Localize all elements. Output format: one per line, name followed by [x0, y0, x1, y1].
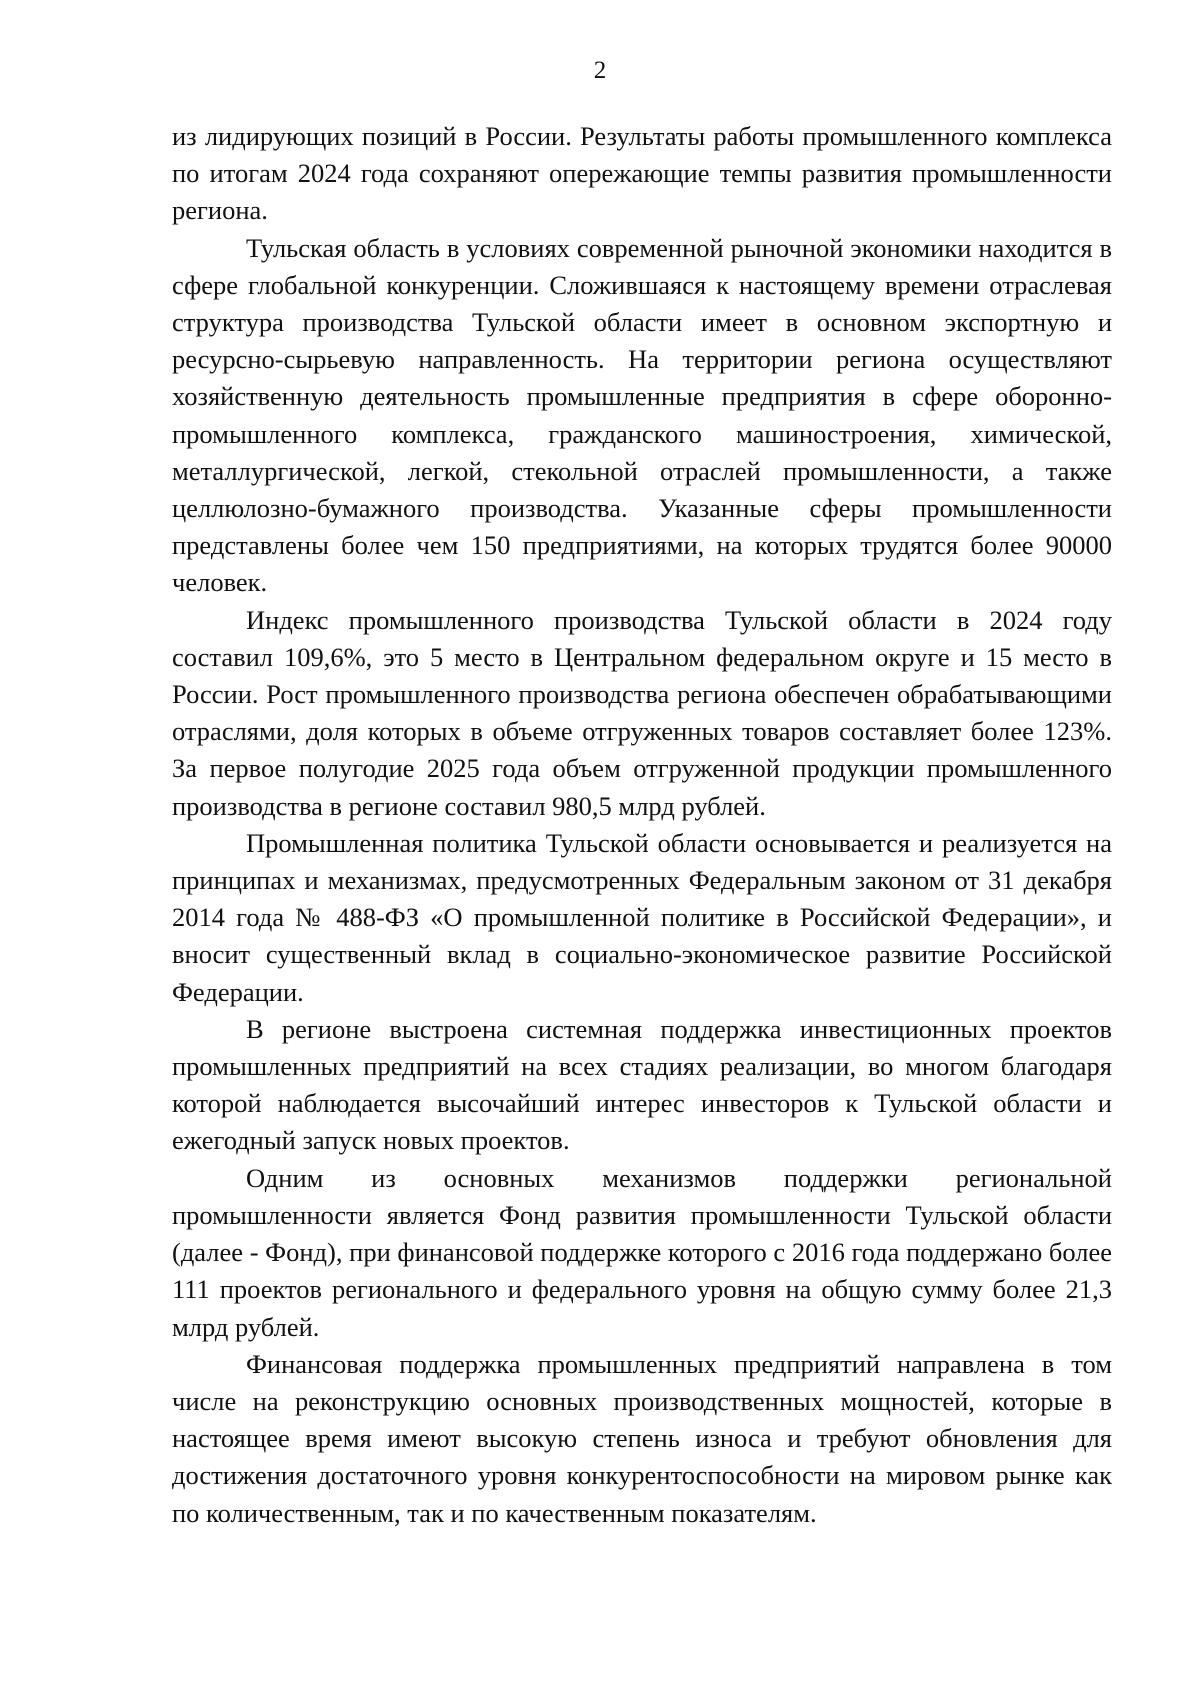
paragraph-investment-support: В регионе выстроена системная поддержка инвестиционных проектов промышленных предприятий на всех стадиях реализации, во многом благодаря которой наблюдается высочайший интерес инвесторов к Тульской области и ежегодный запуск новых проектов.	[172, 1013, 1112, 1156]
document-body	[172, 118, 1112, 1532]
paragraph-development-fund: Одним из основных механизмов поддержки региональной промышленности является Фонд развития промышленности Тульской области (далее - Фонд), при финансовой поддержке которого с 2016 года поддержано более 111 проектов регионального и федерального уровня на общую сумму более 21,3 млрд рублей.	[172, 1162, 1112, 1342]
page-number: 2	[593, 57, 607, 84]
paragraph-continuation: из лидирующих позиций в России. Результаты работы промышленного комплекса по итогам 2024 года сохраняют опережающие темпы развития промышленности региона.	[172, 121, 1112, 226]
paragraph-financial-support: Финансовая поддержка промышленных предприятий направлена в том числе на реконструкцию основных производственных мощностей, которые в настоящее время имеют высокую степень износа и требуют обновления для достижения достаточного уровня конкурентоспособности на мировом рынке как по количественным, так и по качественным показателям.	[172, 1348, 1112, 1528]
paragraph-production-index: Индекс промышленного производства Тульской области в 2024 году составил 109,6%, это 5 место в Центральном федеральном округе и 15 место в России. Рост промышленного производства региона обеспечен обрабатывающими отраслями, доля которых в объеме отгруженных товаров составляет более 123%. За первое полугодие 2025 года объем отгруженной продукции промышленного производства в регионе составил 980,5 млрд рублей.	[172, 604, 1112, 821]
paragraph-industry-structure: Тульская область в условиях современной рыночной экономики находится в сфере глобальной конкуренции. Сложившаяся к настоящему времени отраслевая структура производства Тульской области имеет в основном экспортную и ресурсно-сырьевую направленность. На территории региона осуществляют хозяйственную деятельность промышленные предприятия в сфере оборонно-промышленного комплекса, гражданского машиностроения, химической, металлургической, легкой, стекольной отраслей промышленности, а также целлюлозно-бумажного производства. Указанные сферы промышленности представлены более чем 150 предприятиями, на которых трудятся более 90000 человек.	[172, 232, 1112, 598]
paragraph-industrial-policy: Промышленная политика Тульской области основывается и реализуется на принципах и механизмах, предусмотренных Федеральным законом от 31 декабря 2014 года № 488-ФЗ «О промышленной политике в Российской Федерации», и вносит существенный вклад в социально-экономическое развитие Российской Федерации.	[172, 827, 1112, 1007]
